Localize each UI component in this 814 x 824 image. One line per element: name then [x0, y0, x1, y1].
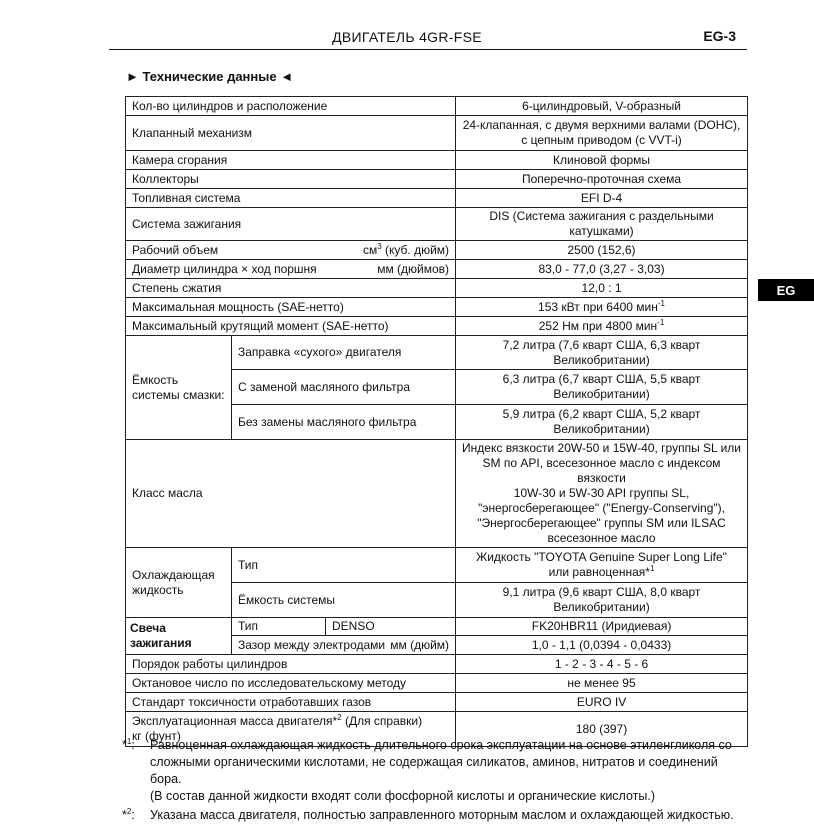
- row-value: 1,0 - 1,1 (0,0394 - 0,0433): [456, 636, 748, 655]
- table-row: [126, 260, 748, 279]
- row-label: Кол-во цилиндров и расположение: [126, 97, 456, 116]
- row-value: 252 Нм при 4800 мин$^{-1}$: [456, 317, 748, 336]
- group-label: Ёмкость системы смазки:: [126, 336, 232, 440]
- row-label: Заправка «сухого» двигателя: [232, 336, 456, 370]
- row-label: Максимальная мощность (SAE-нетто): [126, 298, 456, 317]
- row-label: Тип: [232, 618, 326, 636]
- group-label: Охлаждающая жидкость: [126, 548, 232, 618]
- table-row: [126, 151, 748, 170]
- row-label: С заменой масляного фильтра: [232, 370, 456, 405]
- page-number: EG-3: [703, 28, 736, 44]
- row-label: Ёмкость системы: [232, 583, 456, 618]
- row-value: не менее 95: [456, 674, 748, 693]
- row-maker: DENSO: [326, 618, 456, 636]
- row-value: 83,0 - 77,0 (3,27 - 3,03): [456, 260, 748, 279]
- row-label: Без замены масляного фильтра: [232, 405, 456, 440]
- table-row: [126, 655, 748, 674]
- row-label: Максимальный крутящий момент (SAE-нетто): [126, 317, 456, 336]
- row-label: Топливная система: [126, 189, 456, 208]
- row-label: [232, 636, 456, 655]
- row-label: Класс масла: [126, 440, 456, 548]
- row-value: 2500 (152,6): [456, 241, 748, 260]
- row-label: Тип: [232, 548, 456, 583]
- row-value: Поперечно-проточная схема: [456, 170, 748, 189]
- row-label: [126, 241, 456, 260]
- table-row: [126, 548, 748, 583]
- table-row: [126, 440, 748, 548]
- row-value: Клиновой формы: [456, 151, 748, 170]
- footnote-text: Указана масса двигателя, полностью заправленного моторным маслом и охлаждающей жидкостью.: [150, 808, 734, 822]
- footnote-mark: *$^2$:: [122, 806, 135, 822]
- row-value: 6-цилиндровый, V-образный: [456, 97, 748, 116]
- section-title: ► Технические данные ◄: [126, 69, 294, 84]
- table-row: [126, 97, 748, 116]
- row-value: Жидкость "TOYOTA Genuine Super Long Life" или равноценная*$^1$: [456, 548, 748, 583]
- row-value: 9,1 литра (9,6 кварт США, 8,0 кварт Великобритании): [456, 583, 748, 618]
- row-label: Октановое число по исследовательскому методу: [126, 674, 456, 693]
- header-title: ДВИГАТЕЛЬ 4GR-FSE: [332, 29, 482, 45]
- row-value: 5,9 литра (6,2 кварт США, 5,2 кварт Великобритании): [456, 405, 748, 440]
- row-label: Система зажигания: [126, 208, 456, 241]
- row-label: Степень сжатия: [126, 279, 456, 298]
- value-line: с цепным приводом (с VVT-i): [521, 133, 682, 147]
- label-text: Диаметр цилиндра × ход поршня: [132, 261, 317, 276]
- footnote-mark: *$^1$:: [122, 736, 135, 752]
- unit-text: $см^3$ (куб. дюйм): [362, 241, 450, 257]
- row-label: Коллекторы: [126, 170, 456, 189]
- table-row: [126, 208, 748, 241]
- table-row: [126, 298, 748, 317]
- row-value: 1 - 2 - 3 - 4 - 5 - 6: [456, 655, 748, 674]
- row-label: Стандарт токсичности отработавших газов: [126, 693, 456, 712]
- row-value: EFI D-4: [456, 189, 748, 208]
- section-tab-eg: EG: [758, 279, 814, 301]
- row-value: [456, 116, 748, 151]
- table-row: [126, 170, 748, 189]
- footnote-text: Равноценная охлаждающая жидкость длительного срока эксплуатации на основе этиленгликоля со сложными органическими кислотами, не содержащая силикатов, аминов, нитратов и соединений бора. (В состав данной жидкости входят соли фосфорной кислоты и органические кислоты.): [150, 738, 732, 803]
- row-value: DIS (Система зажигания с раздельными катушками): [456, 208, 748, 241]
- table-row: [126, 279, 748, 298]
- table-row: [126, 189, 748, 208]
- group-label: Свеча зажигания: [126, 618, 232, 655]
- row-label: Порядок работы цилиндров: [126, 655, 456, 674]
- row-value: 180 (397): [456, 712, 748, 747]
- spec-table: [125, 96, 748, 747]
- row-value: 7,2 литра (7,6 кварт США, 6,3 кварт Великобритании): [456, 336, 748, 370]
- row-value: FK20HBR11 (Иридиевая): [456, 618, 748, 636]
- label-text: Рабочий объем: [132, 242, 219, 257]
- footnotes: [122, 737, 752, 824]
- table-row: [126, 674, 748, 693]
- table-row: [126, 116, 748, 151]
- table-row: [126, 241, 748, 260]
- footnote-2: [122, 807, 752, 824]
- row-value: 6,3 литра (6,7 кварт США, 5,5 кварт Великобритании): [456, 370, 748, 405]
- row-label: Камера сгорания: [126, 151, 456, 170]
- row-value: Индекс вязкости 20W-50 и 15W-40, группы SL или SM по API, всесезонное масло с индексом вязкости 10W-30 и 5W-30 API группы SL, "энергосберегающее" ("Energy-Conserving"), "Энергосберегающее" группы SM или ILSAC всесезонное масло: [456, 440, 748, 548]
- row-value: 12,0 : 1: [456, 279, 748, 298]
- table-row: [126, 317, 748, 336]
- footnote-1: [122, 737, 752, 805]
- value-line: 24-клапанная, с двумя верхними валами (DOHC),: [462, 118, 741, 132]
- row-value: 153 кВт при 6400 мин$^{-1}$: [456, 298, 748, 317]
- row-label: Клапанный механизм: [126, 116, 456, 151]
- label-text: Зазор между электродами: [238, 637, 386, 652]
- table-row: [126, 618, 748, 636]
- table-row: [126, 336, 748, 370]
- row-label: [126, 260, 456, 279]
- row-label: Эксплуатационная масса двигателя*$^2$ (Для справки) кг (фунт): [126, 712, 456, 747]
- header-rule: [109, 49, 747, 50]
- unit-text: мм (дюйм): [390, 637, 450, 652]
- unit-text: мм (дюймов): [377, 261, 450, 276]
- table-row: [126, 693, 748, 712]
- row-value: EURO IV: [456, 693, 748, 712]
